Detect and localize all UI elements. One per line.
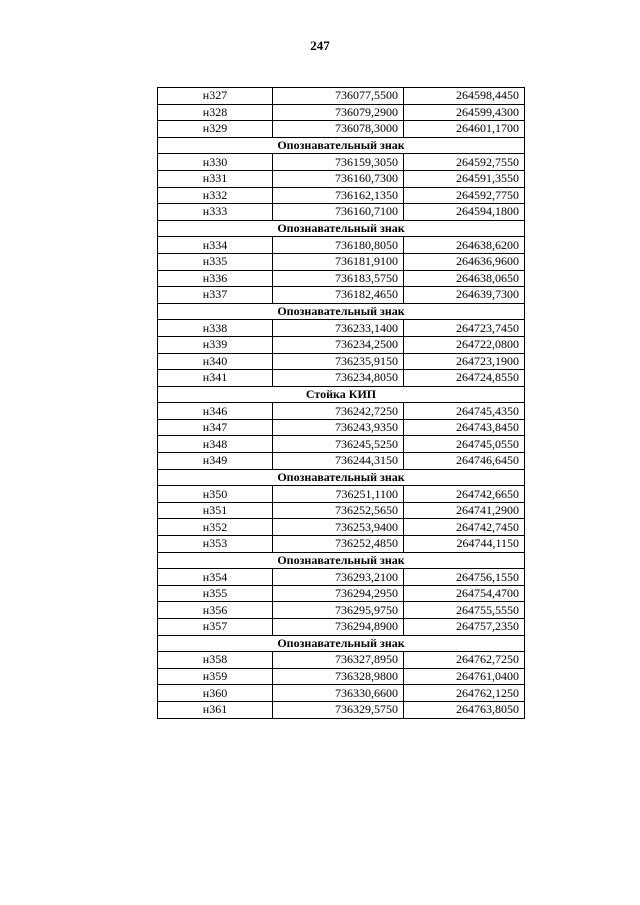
y-coordinate-cell: 264638,6200 <box>404 237 525 254</box>
section-header-row <box>158 469 525 486</box>
point-id-cell: н352 <box>158 519 273 536</box>
x-coordinate-cell: 736295,9750 <box>273 602 404 619</box>
point-id-cell: н339 <box>158 336 273 353</box>
x-coordinate-cell: 736243,9350 <box>273 419 404 436</box>
table-row <box>158 502 525 519</box>
table-row <box>158 652 525 669</box>
point-id-cell: н337 <box>158 287 273 304</box>
x-coordinate-cell: 736293,2100 <box>273 569 404 586</box>
table-row <box>158 436 525 453</box>
point-id-cell: н336 <box>158 270 273 287</box>
y-coordinate-cell: 264745,4350 <box>404 403 525 420</box>
table-row <box>158 453 525 470</box>
y-coordinate-cell: 264723,7450 <box>404 320 525 337</box>
coordinates-table <box>157 87 525 719</box>
point-id-cell: н357 <box>158 619 273 636</box>
point-id-cell: н346 <box>158 403 273 420</box>
table-row <box>158 88 525 105</box>
table-row <box>158 187 525 204</box>
point-id-cell: н356 <box>158 602 273 619</box>
table-row <box>158 403 525 420</box>
y-coordinate-cell: 264724,8550 <box>404 370 525 387</box>
section-header-row <box>158 137 525 154</box>
table-row <box>158 569 525 586</box>
y-coordinate-cell: 264761,0400 <box>404 668 525 685</box>
x-coordinate-cell: 736159,3050 <box>273 154 404 171</box>
y-coordinate-cell: 264757,2350 <box>404 619 525 636</box>
point-id-cell: н358 <box>158 652 273 669</box>
point-id-cell: н348 <box>158 436 273 453</box>
y-coordinate-cell: 264755,5550 <box>404 602 525 619</box>
point-id-cell: н361 <box>158 701 273 718</box>
x-coordinate-cell: 736077,5500 <box>273 88 404 105</box>
point-id-cell: н330 <box>158 154 273 171</box>
x-coordinate-cell: 736327,8950 <box>273 652 404 669</box>
point-id-cell: н340 <box>158 353 273 370</box>
y-coordinate-cell: 264745,0550 <box>404 436 525 453</box>
x-coordinate-cell: 736251,1100 <box>273 486 404 503</box>
table-row <box>158 104 525 121</box>
x-coordinate-cell: 736330,6600 <box>273 685 404 702</box>
section-label: Опознавательный знак <box>158 469 525 486</box>
y-coordinate-cell: 264762,7250 <box>404 652 525 669</box>
point-id-cell: н328 <box>158 104 273 121</box>
point-id-cell: н349 <box>158 453 273 470</box>
x-coordinate-cell: 736183,5750 <box>273 270 404 287</box>
x-coordinate-cell: 736329,5750 <box>273 701 404 718</box>
point-id-cell: н347 <box>158 419 273 436</box>
x-coordinate-cell: 736160,7300 <box>273 170 404 187</box>
section-label: Опознавательный знак <box>158 635 525 652</box>
table-row <box>158 154 525 171</box>
table-row <box>158 419 525 436</box>
point-id-cell: н334 <box>158 237 273 254</box>
table-row <box>158 370 525 387</box>
x-coordinate-cell: 736078,3000 <box>273 121 404 138</box>
x-coordinate-cell: 736328,9800 <box>273 668 404 685</box>
x-coordinate-cell: 736252,5650 <box>273 502 404 519</box>
x-coordinate-cell: 736234,8050 <box>273 370 404 387</box>
x-coordinate-cell: 736294,8900 <box>273 619 404 636</box>
x-coordinate-cell: 736079,2900 <box>273 104 404 121</box>
table-row <box>158 602 525 619</box>
coordinates-table-body <box>158 88 525 719</box>
y-coordinate-cell: 264742,6650 <box>404 486 525 503</box>
table-row <box>158 519 525 536</box>
x-coordinate-cell: 736160,7100 <box>273 204 404 221</box>
section-label: Опознавательный знак <box>158 137 525 154</box>
table-row <box>158 270 525 287</box>
table-row <box>158 287 525 304</box>
point-id-cell: н335 <box>158 253 273 270</box>
x-coordinate-cell: 736234,2500 <box>273 336 404 353</box>
table-row <box>158 204 525 221</box>
section-header-row <box>158 303 525 320</box>
point-id-cell: н341 <box>158 370 273 387</box>
point-id-cell: н327 <box>158 88 273 105</box>
section-header-row <box>158 635 525 652</box>
table-row <box>158 170 525 187</box>
point-id-cell: н350 <box>158 486 273 503</box>
section-header-row <box>158 386 525 403</box>
section-label: Опознавательный знак <box>158 303 525 320</box>
point-id-cell: н332 <box>158 187 273 204</box>
section-label: Опознавательный знак <box>158 220 525 237</box>
y-coordinate-cell: 264756,1550 <box>404 569 525 586</box>
y-coordinate-cell: 264741,2900 <box>404 502 525 519</box>
point-id-cell: н353 <box>158 536 273 553</box>
x-coordinate-cell: 736235,9150 <box>273 353 404 370</box>
y-coordinate-cell: 264744,1150 <box>404 536 525 553</box>
y-coordinate-cell: 264598,4450 <box>404 88 525 105</box>
y-coordinate-cell: 264639,7300 <box>404 287 525 304</box>
table-row <box>158 701 525 718</box>
y-coordinate-cell: 264723,1900 <box>404 353 525 370</box>
table-row <box>158 320 525 337</box>
point-id-cell: н329 <box>158 121 273 138</box>
y-coordinate-cell: 264591,3550 <box>404 170 525 187</box>
point-id-cell: н331 <box>158 170 273 187</box>
x-coordinate-cell: 736162,1350 <box>273 187 404 204</box>
table-row <box>158 486 525 503</box>
table-row <box>158 237 525 254</box>
x-coordinate-cell: 736294,2950 <box>273 585 404 602</box>
y-coordinate-cell: 264601,1700 <box>404 121 525 138</box>
point-id-cell: н359 <box>158 668 273 685</box>
table-row <box>158 336 525 353</box>
x-coordinate-cell: 736253,9400 <box>273 519 404 536</box>
table-row <box>158 536 525 553</box>
table-row <box>158 619 525 636</box>
table-row <box>158 668 525 685</box>
x-coordinate-cell: 736181,9100 <box>273 253 404 270</box>
y-coordinate-cell: 264599,4300 <box>404 104 525 121</box>
x-coordinate-cell: 736244,3150 <box>273 453 404 470</box>
y-coordinate-cell: 264636,9600 <box>404 253 525 270</box>
y-coordinate-cell: 264746,6450 <box>404 453 525 470</box>
table-row <box>158 253 525 270</box>
y-coordinate-cell: 264754,4700 <box>404 585 525 602</box>
y-coordinate-cell: 264722,0800 <box>404 336 525 353</box>
page-number: 247 <box>310 38 330 53</box>
table-row <box>158 685 525 702</box>
x-coordinate-cell: 736180,8050 <box>273 237 404 254</box>
x-coordinate-cell: 736242,7250 <box>273 403 404 420</box>
point-id-cell: н338 <box>158 320 273 337</box>
y-coordinate-cell: 264763,8050 <box>404 701 525 718</box>
point-id-cell: н355 <box>158 585 273 602</box>
y-coordinate-cell: 264592,7750 <box>404 187 525 204</box>
y-coordinate-cell: 264594,1800 <box>404 204 525 221</box>
table-row <box>158 353 525 370</box>
x-coordinate-cell: 736245,5250 <box>273 436 404 453</box>
section-label: Стойка КИП <box>158 386 525 403</box>
y-coordinate-cell: 264638,0650 <box>404 270 525 287</box>
x-coordinate-cell: 736252,4850 <box>273 536 404 553</box>
y-coordinate-cell: 264762,1250 <box>404 685 525 702</box>
section-header-row <box>158 552 525 569</box>
point-id-cell: н351 <box>158 502 273 519</box>
y-coordinate-cell: 264592,7550 <box>404 154 525 171</box>
y-coordinate-cell: 264743,8450 <box>404 419 525 436</box>
table-row <box>158 121 525 138</box>
table-row <box>158 585 525 602</box>
y-coordinate-cell: 264742,7450 <box>404 519 525 536</box>
x-coordinate-cell: 736182,4650 <box>273 287 404 304</box>
point-id-cell: н354 <box>158 569 273 586</box>
point-id-cell: н360 <box>158 685 273 702</box>
section-label: Опознавательный знак <box>158 552 525 569</box>
x-coordinate-cell: 736233,1400 <box>273 320 404 337</box>
point-id-cell: н333 <box>158 204 273 221</box>
section-header-row <box>158 220 525 237</box>
